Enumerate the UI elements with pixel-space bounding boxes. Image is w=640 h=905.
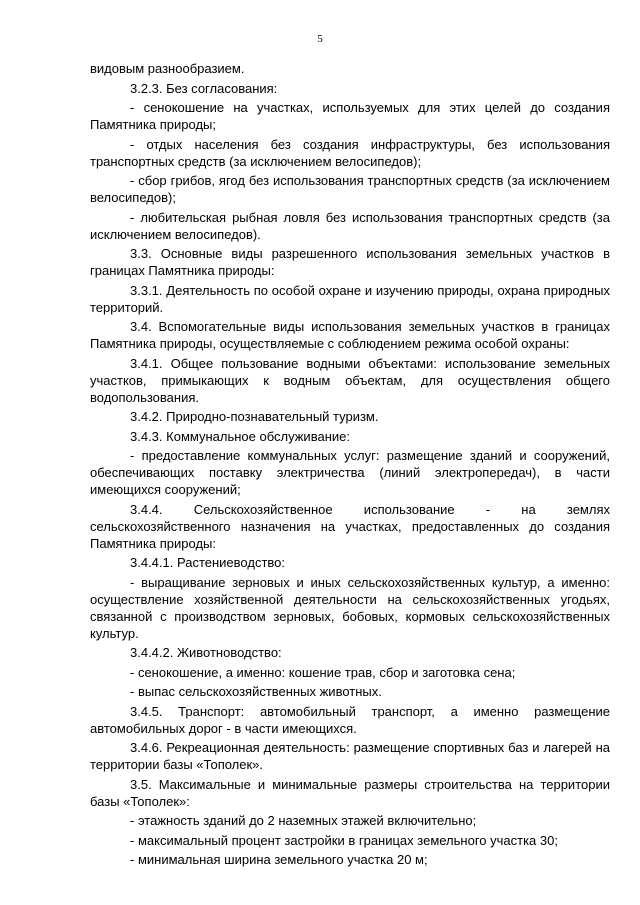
list-item: - предоставление коммунальных услуг: размещение зданий и сооружений, обеспечивающих поставку электричества (линий электропередач), в части имеющихся сооружений; <box>90 448 610 497</box>
paragraph: 3.4. Вспомогательные виды использования земельных участков в границах Памятника природы, осуществляемые с соблюдением режима особой охраны: <box>90 319 610 351</box>
list-item: - сбор грибов, ягод без использования транспортных средств (за исключением велосипедов); <box>90 173 610 205</box>
paragraph: 3.3. Основные виды разрешенного использования земельных участков в границах Памятника природы: <box>90 246 610 278</box>
paragraph: 3.4.4. Сельскохозяйственное использование - на землях сельскохозяйственного назначения на участках, предоставленных до создания Памятника природы: <box>90 501 610 551</box>
paragraph: 3.4.3. Коммунальное обслуживание: <box>130 428 350 444</box>
list-item: - сенокошение, а именно: кошение трав, сбор и заготовка сена; <box>130 664 516 680</box>
paragraph: 3.4.4.2. Животноводство: <box>130 645 282 660</box>
paragraph: 3.4.4.1. Растениеводство: <box>130 555 286 570</box>
paragraph: 3.4.1. Общее пользование водными объектами: использование земельных участков, примыкающих к водным объектам, для осуществления общего водопользования. <box>90 355 610 405</box>
paragraph: 3.4.2. Природно-познавательный туризм. <box>130 409 379 424</box>
document-body <box>90 60 610 871</box>
list-item: - максимальный процент застройки в границах земельного участка 30; <box>130 832 558 848</box>
paragraph: 3.4.6. Рекреационная деятельность: размещение спортивных баз и лагерей на территории базы «Тополек». <box>90 740 610 772</box>
paragraph: видовым разнообразием. <box>90 61 245 76</box>
paragraph: 3.5. Максимальные и минимальные размеры строительства на территории базы «Тополек»: <box>90 776 610 809</box>
paragraph: 3.4.5. Транспорт: автомобильный транспорт, а именно размещение автомобильных дорог - в части имеющихся. <box>90 703 610 736</box>
paragraph: 3.3.1. Деятельность по особой охране и изучению природы, охрана природных территорий. <box>90 282 610 315</box>
list-item: - выращивание зерновых и иных сельскохозяйственных культур, а именно: осуществление хозяйственной деятельности на сельскохозяйственных угодьях, связанной с производством зерновых, бобовых, кормовых сельскохозяйственных культур. <box>90 574 610 641</box>
list-item: - отдых населения без создания инфраструктуры, без использования транспортных средств (за исключением велосипедов); <box>90 136 610 169</box>
paragraph: 3.2.3. Без согласования: <box>130 80 278 96</box>
page-number: 5 <box>317 33 323 45</box>
list-item: - выпас сельскохозяйственных животных. <box>130 684 382 699</box>
list-item: - любительская рыбная ловля без использования транспортных средств (за исключением велосипедов). <box>90 209 610 242</box>
list-item: - минимальная ширина земельного участка 20 м; <box>130 852 428 867</box>
list-item: - сенокошение на участках, используемых для этих целей до создания Памятника природы; <box>90 100 610 132</box>
list-item: - этажность зданий до 2 наземных этажей включительно; <box>130 813 477 828</box>
